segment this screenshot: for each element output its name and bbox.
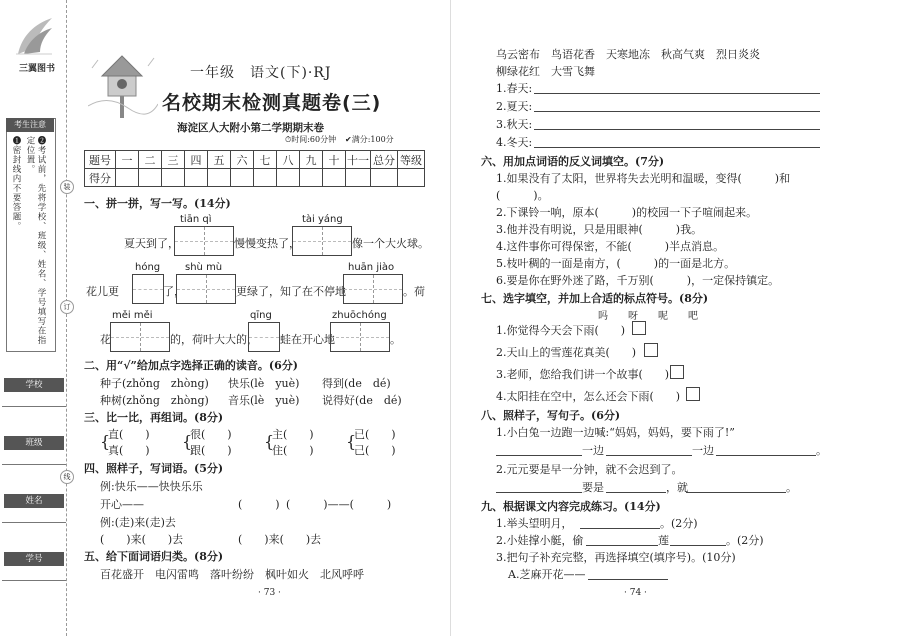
writing-box[interactable] bbox=[132, 274, 164, 304]
score-table-cell: 七 bbox=[254, 151, 277, 169]
word-pair-item[interactable]: 真( ) bbox=[108, 444, 150, 457]
answer-line[interactable] bbox=[534, 93, 820, 94]
score-table-cell: 五 bbox=[208, 151, 231, 169]
score-table-cell: 十 bbox=[323, 151, 346, 169]
poem-line: 1.举头望明月， bbox=[496, 517, 573, 530]
grade-subject: 一年级 语文(下)·RJ bbox=[190, 65, 332, 81]
answer-line[interactable] bbox=[686, 492, 786, 493]
section-6-title: 六、用加点词语的反义词填空。(7分) bbox=[481, 155, 665, 168]
page-divider bbox=[450, 0, 451, 636]
question-item[interactable]: ( )。 bbox=[496, 189, 549, 202]
student-id-field[interactable] bbox=[2, 580, 66, 581]
pinyin-label: tiān qì bbox=[180, 214, 212, 225]
answer-line[interactable] bbox=[606, 455, 692, 456]
category-label: 2.夏天: bbox=[496, 100, 533, 113]
word-pair-item[interactable]: 住( ) bbox=[272, 444, 314, 457]
pinyin-label: zhuōchóng bbox=[332, 310, 387, 321]
pinyin-label: hóng bbox=[135, 262, 161, 273]
section-5-title: 五、给下面词语归类。(8分) bbox=[84, 550, 224, 563]
question-item[interactable]: 4.这件事你可得保密，不能( )半点消息。 bbox=[496, 240, 725, 253]
exam-full-score: ✔满分:100分 bbox=[345, 135, 394, 144]
score-cell[interactable] bbox=[185, 169, 208, 187]
seal-mark-2: 订 bbox=[60, 300, 74, 314]
poem-line: 。(2分) bbox=[660, 517, 698, 530]
score-table-header-row bbox=[85, 151, 425, 169]
word-list: 百花盛开 电闪雷鸣 落叶纷纷 枫叶如火 北风呼呼 bbox=[100, 568, 364, 581]
score-table-cell: 二 bbox=[139, 151, 162, 169]
word-pair-item[interactable]: 很( ) bbox=[190, 428, 232, 441]
example-text: 例:快乐——快快乐乐 bbox=[100, 480, 203, 493]
answer-line[interactable] bbox=[534, 129, 820, 130]
bracket-icon: { bbox=[182, 432, 193, 451]
word-options: 吗 呀 呢 吧 bbox=[598, 311, 698, 322]
score-cell[interactable] bbox=[162, 169, 185, 187]
sentence-word: 一边 bbox=[692, 444, 714, 457]
sentence-word: 。 bbox=[816, 444, 827, 457]
category-label: 1.春天: bbox=[496, 82, 533, 95]
text-segment: 像一个大火球。 bbox=[352, 237, 429, 250]
word-pair-item[interactable]: 跟( ) bbox=[190, 444, 232, 457]
poem-line: 莲 bbox=[658, 534, 669, 547]
exam-subtitle: 海淀区人大附小第二学期期末卷 bbox=[177, 122, 324, 134]
school-field[interactable] bbox=[2, 406, 66, 407]
question-item[interactable]: 4.太阳挂在空中，怎么还会下雨( ) bbox=[496, 390, 681, 403]
text-segment: 更绿了，知了在不停地 bbox=[236, 285, 346, 298]
punctuation-box[interactable] bbox=[632, 321, 646, 335]
notice-item-1: ❶密封线内不要答题。 bbox=[11, 136, 21, 231]
sentence-word: 要是 bbox=[582, 481, 604, 494]
name-label: 姓名 bbox=[4, 494, 64, 508]
score-table-cell: 题号 bbox=[85, 151, 116, 169]
word-pattern-item[interactable]: ( )来( )去 bbox=[238, 533, 322, 546]
bracket-icon: { bbox=[346, 432, 357, 451]
bracket-icon: { bbox=[264, 432, 275, 451]
text-segment: 蛙在开心地 bbox=[280, 333, 335, 346]
example-sentence: 2.元元要是早一分钟，就不会迟到了。 bbox=[496, 463, 683, 476]
category-label: 4.冬天: bbox=[496, 136, 533, 149]
sentence-word: 。 bbox=[786, 481, 797, 494]
birdhouse-illustration-icon bbox=[88, 46, 158, 118]
word-list: 乌云密布 鸟语花香 天寒地冻 秋高气爽 烈日炎炎 bbox=[496, 48, 760, 61]
text-segment: 花儿更 bbox=[86, 285, 119, 298]
page-number: · 74 · bbox=[624, 588, 647, 598]
punctuation-box[interactable] bbox=[686, 387, 700, 401]
poem-line: 。(2分) bbox=[726, 534, 764, 547]
question-item: 3.把句子补充完整，再选择填空(填序号)。(10分) bbox=[496, 551, 736, 564]
seal-line bbox=[66, 0, 67, 636]
exam-title: 名校期末检测真题卷(三) bbox=[162, 92, 382, 114]
question-item[interactable]: 1.你觉得今天会下雨( ) bbox=[496, 324, 626, 337]
score-table bbox=[84, 150, 425, 187]
writing-box[interactable] bbox=[174, 226, 234, 256]
answer-line[interactable] bbox=[534, 147, 820, 148]
answer-line[interactable] bbox=[496, 492, 582, 493]
score-cell[interactable] bbox=[116, 169, 139, 187]
score-table-cell: 一 bbox=[116, 151, 139, 169]
pinyin-label: shù mù bbox=[185, 262, 223, 273]
score-table-cell: 九 bbox=[300, 151, 323, 169]
pinyin-label: qīng bbox=[250, 310, 272, 321]
question-item[interactable]: 1.如果没有了太阳，世界将失去光明和温暖，变得( )和 bbox=[496, 172, 791, 185]
sentence-word: 一边 bbox=[582, 444, 604, 457]
score-cell[interactable] bbox=[371, 169, 398, 187]
score-table-cell: 十一 bbox=[346, 151, 371, 169]
pinyin-label: tài yáng bbox=[302, 214, 343, 225]
class-field[interactable] bbox=[2, 464, 66, 465]
score-table-cell: 三 bbox=[162, 151, 185, 169]
section-7-title: 七、选字填空，并加上合适的标点符号。(8分) bbox=[481, 292, 709, 305]
pronunciation-item[interactable]: 说得好(de dé) bbox=[322, 394, 402, 407]
publisher-logo-icon bbox=[12, 14, 56, 58]
question-item[interactable]: 6.要是你在野外迷了路，千万别( )，一定保持镇定。 bbox=[496, 274, 780, 287]
school-label: 学校 bbox=[4, 378, 64, 392]
score-cell[interactable] bbox=[139, 169, 162, 187]
text-segment: 夏天到了， bbox=[124, 237, 179, 250]
class-label: 班级 bbox=[4, 436, 64, 450]
example-text: 例:(走)来(走)去 bbox=[100, 516, 176, 529]
pinyin-label: huān jiào bbox=[348, 262, 395, 273]
word-pattern-item[interactable]: 开心—— bbox=[100, 498, 144, 511]
word-pair-item[interactable]: 主( ) bbox=[272, 428, 314, 441]
text-segment: 。荷 bbox=[403, 285, 425, 298]
writing-box[interactable] bbox=[330, 322, 390, 352]
punctuation-box[interactable] bbox=[644, 343, 658, 357]
notice-item-2: ❷考试前，先将学校、班级、姓名、学号填写在指定位置。 bbox=[25, 136, 46, 345]
score-cell[interactable] bbox=[208, 169, 231, 187]
publisher-brand: 三翼图书 bbox=[18, 64, 55, 74]
score-cell[interactable] bbox=[277, 169, 300, 187]
pronunciation-item[interactable]: 得到(de dé) bbox=[322, 377, 391, 390]
text-segment: 。 bbox=[390, 333, 401, 346]
score-cell[interactable] bbox=[300, 169, 323, 187]
score-cell[interactable] bbox=[323, 169, 346, 187]
question-item[interactable]: 5.枝叶稠的一面是南方，( )的一面是北方。 bbox=[496, 257, 736, 270]
score-cell[interactable] bbox=[346, 169, 371, 187]
section-1-title: 一、拼一拼，写一写。(14分) bbox=[84, 197, 231, 210]
writing-box[interactable] bbox=[248, 322, 280, 352]
answer-line[interactable] bbox=[534, 111, 820, 112]
text-segment: 了， bbox=[163, 285, 185, 298]
exam-time: ⏱时间:60分钟 bbox=[285, 135, 337, 144]
seal-mark-3: 线 bbox=[60, 470, 74, 484]
word-list: 柳绿花红 大雪飞舞 bbox=[496, 65, 595, 78]
student-id-label: 学号 bbox=[4, 552, 64, 566]
sentence-word: ，就 bbox=[666, 481, 688, 494]
word-pair-item[interactable]: 直( ) bbox=[108, 428, 150, 441]
answer-line[interactable] bbox=[670, 545, 726, 546]
section-4-title: 四、照样子，写词语。(5分) bbox=[84, 462, 224, 475]
score-table-cell: 六 bbox=[231, 151, 254, 169]
writing-box[interactable] bbox=[176, 274, 236, 304]
text-segment: 的，荷叶大大的， bbox=[170, 333, 258, 346]
pronunciation-item[interactable]: 快乐(lè yuè) bbox=[228, 377, 300, 390]
punctuation-box[interactable] bbox=[670, 365, 684, 379]
poem-line: 2.小娃撑小艇，偷 bbox=[496, 534, 584, 547]
writing-box[interactable] bbox=[343, 274, 403, 304]
answer-line[interactable] bbox=[716, 455, 816, 456]
pronunciation-item[interactable]: 音乐(lè yuè) bbox=[228, 394, 300, 407]
score-table-cell: 等级 bbox=[398, 151, 425, 169]
answer-line[interactable] bbox=[496, 455, 582, 456]
question-item[interactable]: 3.他并没有明说，只是用眼神( )我。 bbox=[496, 223, 703, 236]
score-table-score-row bbox=[85, 169, 425, 187]
pronunciation-item[interactable]: 种子(zhǒng zhòng) bbox=[100, 377, 209, 390]
score-cell[interactable] bbox=[398, 169, 425, 187]
text-segment: 花 bbox=[100, 333, 111, 346]
writing-box[interactable] bbox=[292, 226, 352, 256]
notice-title: 考生注意 bbox=[6, 118, 54, 132]
proverb-item: A.芝麻开花—— bbox=[508, 568, 586, 581]
question-item[interactable]: 3.老师，您给我们讲一个故事( ) bbox=[496, 368, 670, 381]
name-field[interactable] bbox=[2, 522, 66, 523]
seal-mark-1: 装 bbox=[60, 180, 74, 194]
word-pair-item[interactable]: 已( ) bbox=[354, 428, 396, 441]
answer-line[interactable] bbox=[606, 492, 666, 493]
section-8-title: 八、照样子，写句子。(6分) bbox=[481, 409, 621, 422]
section-9-title: 九、根据课文内容完成练习。(14分) bbox=[481, 500, 661, 513]
word-pair-item[interactable]: 己( ) bbox=[354, 444, 396, 457]
writing-box[interactable] bbox=[110, 322, 170, 352]
score-table-cell: 得分 bbox=[85, 169, 116, 187]
question-item[interactable]: 2.天山上的雪莲花真美( ) bbox=[496, 346, 637, 359]
pronunciation-item[interactable]: 种树(zhǒng zhòng) bbox=[100, 394, 209, 407]
text-segment: 慢慢变热了， bbox=[234, 237, 300, 250]
word-pattern-item[interactable]: ( )来( )去 bbox=[100, 533, 184, 546]
score-table-cell: 总分 bbox=[371, 151, 398, 169]
pinyin-label: měi měi bbox=[112, 310, 153, 321]
score-table-cell: 四 bbox=[185, 151, 208, 169]
word-pattern-item[interactable]: ( )——( ) bbox=[286, 498, 392, 511]
answer-line[interactable] bbox=[580, 528, 660, 529]
section-2-title: 二、用“√”给加点字选择正确的读音。(6分) bbox=[84, 359, 298, 372]
bracket-icon: { bbox=[100, 432, 111, 451]
answer-line[interactable] bbox=[588, 579, 668, 580]
example-sentence: 1.小白兔一边跑一边喊:“妈妈，妈妈，要下雨了!” bbox=[496, 426, 735, 439]
page-number: · 73 · bbox=[258, 588, 281, 598]
category-label: 3.秋天: bbox=[496, 118, 533, 131]
score-cell[interactable] bbox=[231, 169, 254, 187]
score-cell[interactable] bbox=[254, 169, 277, 187]
answer-line[interactable] bbox=[586, 545, 658, 546]
question-item[interactable]: 2.下课铃一响，原本( )的校园一下子喧闹起来。 bbox=[496, 206, 758, 219]
section-3-title: 三、比一比，再组词。(8分) bbox=[84, 411, 224, 424]
score-table-cell: 八 bbox=[277, 151, 300, 169]
word-pattern-item[interactable]: ( ) bbox=[238, 498, 280, 511]
